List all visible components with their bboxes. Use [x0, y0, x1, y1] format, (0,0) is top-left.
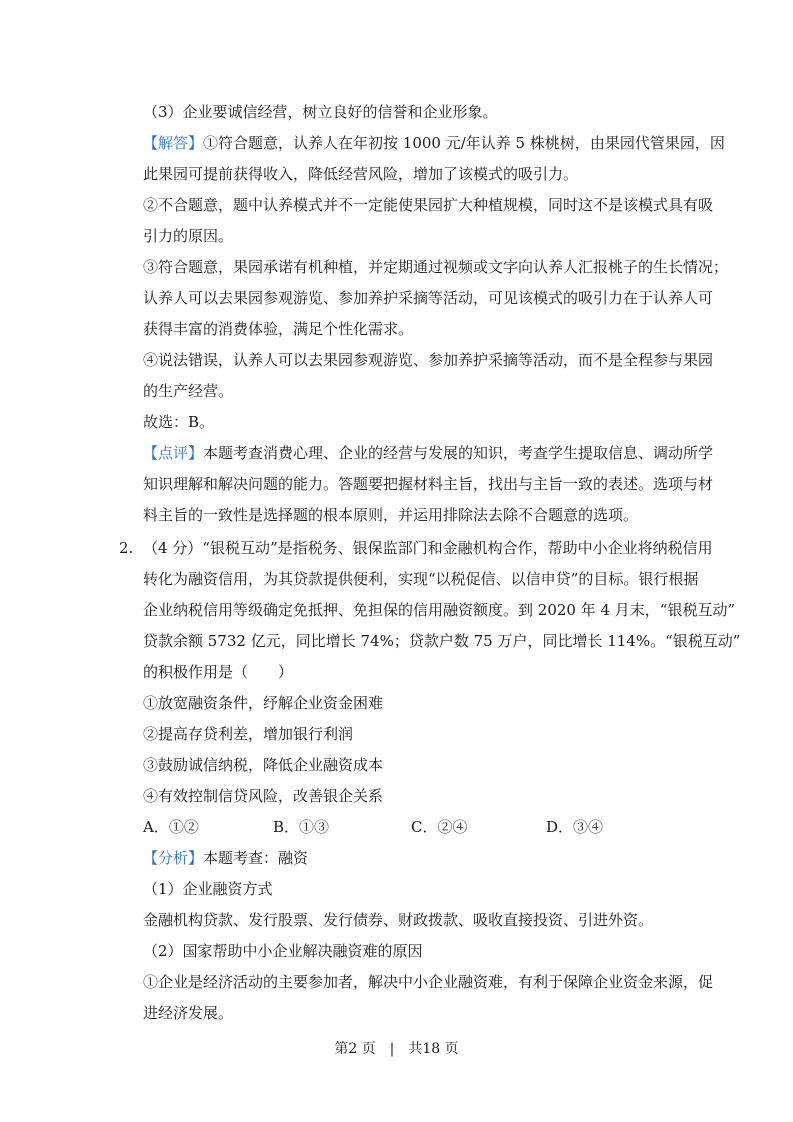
statement-1: ①放宽融资条件，纾解企业资金困难 [143, 694, 384, 712]
answer-choice: 故选：B。 [143, 413, 215, 431]
option-d: D．③④ [546, 818, 604, 836]
statement-3: ③鼓励诚信纳税，降低企业融资成本 [143, 756, 384, 774]
answer-line-1 [143, 133, 725, 153]
analysis-line-4: （2）国家帮助中小企业解决融资难的原因 [143, 942, 423, 960]
answer-text: ①符合题意，认养人在年初按 1000 元/年认养 5 株桃树，由果园代管果园，因 [203, 134, 725, 152]
question-number: 2. [119, 539, 134, 557]
analysis-text: 本题考查：融资 [203, 849, 309, 867]
answer-line-2: 此果园可提前获得收入，降低经营风险，增加了该模式的吸引力。 [143, 165, 579, 183]
analysis-point-3: （3）企业要诚信经营，树立良好的信誉和企业形象。 [143, 103, 498, 121]
answer-line-7: 获得丰富的消费体验，满足个性化需求。 [143, 320, 414, 338]
question-stem-line-1: （4 分）“银税互动”是指税务、银保监部门和金融机构合作，帮助中小企业将纳税信用 [143, 539, 713, 557]
answer-line-9: 的生产经营。 [143, 382, 234, 400]
answer-line-8: ④说法错误，认养人可以去果园参观游览、参加养护采摘等活动，而不是全程参与果园 [143, 351, 714, 369]
answer-line-5: ③符合题意，果园承诺有机种植，并定期通过视频或文字向认养人汇报桃子的生长情况； [143, 258, 729, 276]
answer-options [143, 817, 683, 837]
statement-4: ④有效控制信贷风险，改善银企关系 [143, 787, 384, 805]
review-text: 本题考查消费心理、企业的经营与发展的知识，考查学生提取信息、调动所学 [203, 444, 714, 462]
question-stem-line-3: 企业纳税信用等级确定免抵押、免担保的信用融资额度。到 2020 年 4 月末，“银税互动” [143, 601, 736, 619]
review-line-2: 知识理解和解决问题的能力。答题要把握材料主旨，找出与主旨一致的表述。选项与材 [143, 475, 714, 493]
analysis-line-5: ①企业是经济活动的主要参加者，解决中小企业融资难，有利于保障企业资金来源，促 [143, 973, 714, 991]
answer-line-3: ②不合题意，题中认养模式并不一定能使果园扩大种植规模，同时这不是该模式具有吸 [143, 196, 714, 214]
option-c: C．②④ [411, 818, 468, 836]
question-stem-line-2: 转化为融资信用，为其贷款提供便利，实现“以税促信、以信申贷”的目标。银行根据 [143, 570, 699, 588]
review-line-3: 料主旨的一致性是选择题的根本原则，并运用排除法去除不合题意的选项。 [143, 506, 639, 524]
analysis-line-6: 进经济发展。 [143, 1004, 234, 1022]
review-tag: 【点评】 [143, 444, 204, 462]
answer-line-4: 引力的原因。 [143, 227, 234, 245]
analysis-line-3: 金融机构贷款、发行股票、发行债券、财政拨款、吸收直接投资、引进外资。 [143, 911, 654, 929]
option-a: A．①② [143, 818, 199, 836]
review-line-1 [143, 443, 714, 463]
option-b: B．①③ [273, 818, 330, 836]
analysis-tag: 【分析】 [143, 849, 204, 867]
statement-2: ②提高存贷利差，增加银行利润 [143, 725, 354, 743]
answer-line-6: 认养人可以去果园参观游览、参加养护采摘等活动，可见该模式的吸引力在于认养人可 [143, 289, 714, 307]
answer-tag: 【解答】 [143, 134, 204, 152]
question-stem-line-4: 贷款余额 5732 亿元，同比增长 74%；贷款户数 75 万户，同比增长 114%。“银税互动” [143, 632, 741, 650]
analysis-line-2: （1）企业融资方式 [143, 880, 273, 898]
question-stem-line-5: 的积极作用是（ ） [143, 663, 294, 681]
analysis-line-1 [143, 848, 683, 868]
page-footer: 第2 页 | 共18 页 [334, 1041, 459, 1057]
